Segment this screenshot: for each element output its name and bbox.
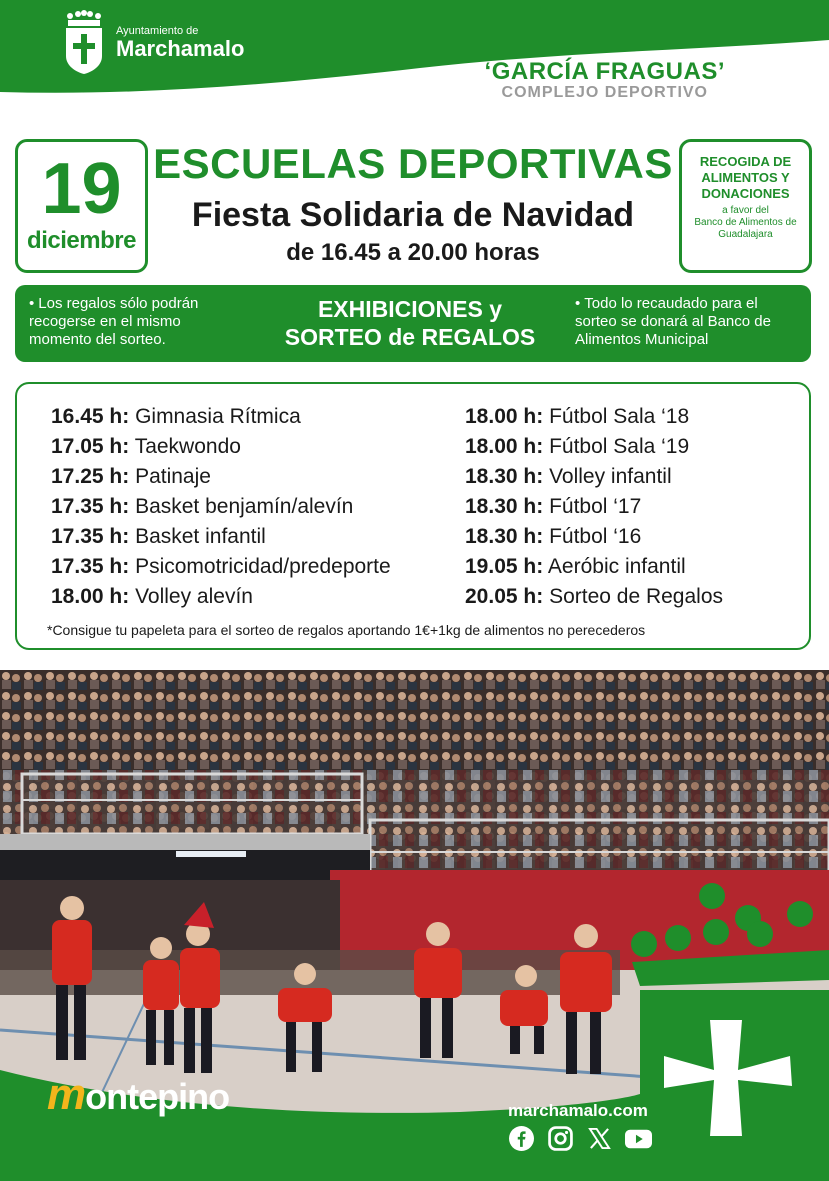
schedule-row bbox=[51, 522, 391, 552]
schedule-row bbox=[51, 432, 391, 462]
band-left-note bbox=[29, 295, 239, 349]
schedule-activity: Gimnasia Rítmica bbox=[135, 405, 301, 428]
schedule-row bbox=[51, 492, 391, 522]
band-headline-line-2: SORTEO de REGALOS bbox=[284, 324, 536, 350]
donation-box bbox=[679, 139, 812, 273]
band-left-text: Los regalos sólo podrán recogerse en el mismo momento del sorteo. bbox=[29, 295, 199, 348]
event-title: ESCUELAS DEPORTIVAS bbox=[153, 140, 673, 187]
band-right-note bbox=[575, 295, 800, 349]
schedule-time: 18.30 h: bbox=[465, 465, 544, 488]
schedule-row bbox=[465, 552, 723, 582]
schedule-row bbox=[465, 492, 723, 522]
date-day: 19 bbox=[41, 149, 122, 229]
schedule-activity: Fútbol ‘17 bbox=[549, 495, 642, 518]
schedule-activity: Volley infantil bbox=[549, 465, 672, 488]
schedule-time: 17.05 h: bbox=[51, 435, 130, 458]
band-headline bbox=[255, 295, 565, 351]
schedule-row bbox=[465, 582, 723, 612]
org-name: Marchamalo bbox=[116, 35, 245, 61]
social-links bbox=[508, 1125, 652, 1152]
schedule-activity: Sorteo de Regalos bbox=[549, 585, 724, 608]
schedule-time: 18.30 h: bbox=[465, 495, 544, 518]
schedule-row bbox=[51, 402, 391, 432]
schedule-column-left bbox=[51, 402, 391, 612]
org-prefix: Ayuntamiento de bbox=[116, 24, 199, 37]
venue-type: COMPLEJO DEPORTIVO bbox=[501, 84, 708, 101]
x-icon[interactable] bbox=[586, 1125, 613, 1152]
schedule-activity: Volley alevín bbox=[135, 585, 253, 608]
schedule-time: 16.45 h: bbox=[51, 405, 130, 428]
donation-note bbox=[682, 205, 809, 241]
bullet-icon: • bbox=[575, 295, 581, 312]
sponsor-logo bbox=[47, 1070, 229, 1120]
sponsor-initial: m bbox=[47, 1070, 86, 1119]
donation-line-2: ALIMENTOS Y bbox=[701, 170, 790, 185]
date-month: diciembre bbox=[27, 227, 136, 254]
donation-note-1: a favor del bbox=[722, 205, 769, 216]
band-right-text: Todo lo recaudado para el sorteo se donará al Banco de Alimentos Municipal bbox=[575, 295, 771, 348]
schedule-activity: Psicomotricidad/predeporte bbox=[135, 555, 391, 578]
schedule-time: 17.35 h: bbox=[51, 525, 130, 548]
date-box bbox=[15, 139, 148, 273]
schedule-time: 18.00 h: bbox=[51, 585, 130, 608]
band-headline-line-1: EXHIBICIONES y bbox=[317, 296, 503, 322]
schedule-row bbox=[51, 552, 391, 582]
event-time: de 16.45 a 20.00 horas bbox=[286, 239, 540, 266]
schedule-activity: Fútbol Sala ‘19 bbox=[549, 435, 690, 458]
schedule-activity: Fútbol Sala ‘18 bbox=[549, 405, 690, 428]
info-band bbox=[15, 285, 811, 362]
donation-note-2: Banco de Alimentos de bbox=[694, 217, 797, 228]
donation-note-3: Guadalajara bbox=[718, 229, 773, 240]
schedule-activity: Patinaje bbox=[135, 465, 211, 488]
schedule-activity: Basket infantil bbox=[135, 525, 266, 548]
schedule-row bbox=[465, 522, 723, 552]
town-logo bbox=[62, 10, 244, 76]
youtube-icon[interactable] bbox=[625, 1125, 652, 1152]
schedule-time: 17.25 h: bbox=[51, 465, 130, 488]
schedule-time: 20.05 h: bbox=[465, 585, 544, 608]
bullet-icon: • bbox=[29, 295, 35, 312]
donation-line-3: DONACIONES bbox=[701, 186, 790, 201]
schedule-row bbox=[51, 582, 391, 612]
raffle-footnote: *Consigue tu papeleta para el sorteo de regalos aportando 1€+1kg de alimentos no perecederos bbox=[47, 622, 646, 638]
instagram-icon[interactable] bbox=[547, 1125, 574, 1152]
schedule-activity: Taekwondo bbox=[134, 435, 241, 458]
sponsor-name: ontepino bbox=[85, 1076, 230, 1117]
schedule-time: 19.05 h: bbox=[465, 555, 544, 578]
schedule-activity: Aeróbic infantil bbox=[547, 555, 686, 578]
schedule-row bbox=[465, 432, 723, 462]
website-link[interactable]: marchamalo.com bbox=[508, 1101, 648, 1120]
schedule-activity: Fútbol ‘16 bbox=[549, 525, 642, 548]
facebook-icon[interactable] bbox=[508, 1125, 535, 1152]
venue-name: ‘GARCÍA FRAGUAS’ bbox=[484, 58, 725, 85]
schedule-column-right bbox=[465, 402, 723, 612]
venue-block bbox=[485, 58, 725, 102]
schedule-row bbox=[465, 402, 723, 432]
coat-of-arms-icon bbox=[62, 10, 106, 76]
schedule-activity: Basket benjamín/alevín bbox=[135, 495, 354, 518]
schedule-time: 18.30 h: bbox=[465, 525, 544, 548]
schedule-time: 17.35 h: bbox=[51, 495, 130, 518]
donation-line-1: RECOGIDA DE bbox=[699, 154, 792, 169]
schedule-row bbox=[51, 462, 391, 492]
event-title-block bbox=[152, 140, 674, 268]
event-subtitle: Fiesta Solidaria de Navidad bbox=[191, 196, 635, 234]
schedule-time: 17.35 h: bbox=[51, 555, 130, 578]
schedule-row bbox=[465, 462, 723, 492]
schedule-time: 18.00 h: bbox=[465, 435, 544, 458]
schedule-box bbox=[15, 382, 811, 650]
schedule-time: 18.00 h: bbox=[465, 405, 544, 428]
